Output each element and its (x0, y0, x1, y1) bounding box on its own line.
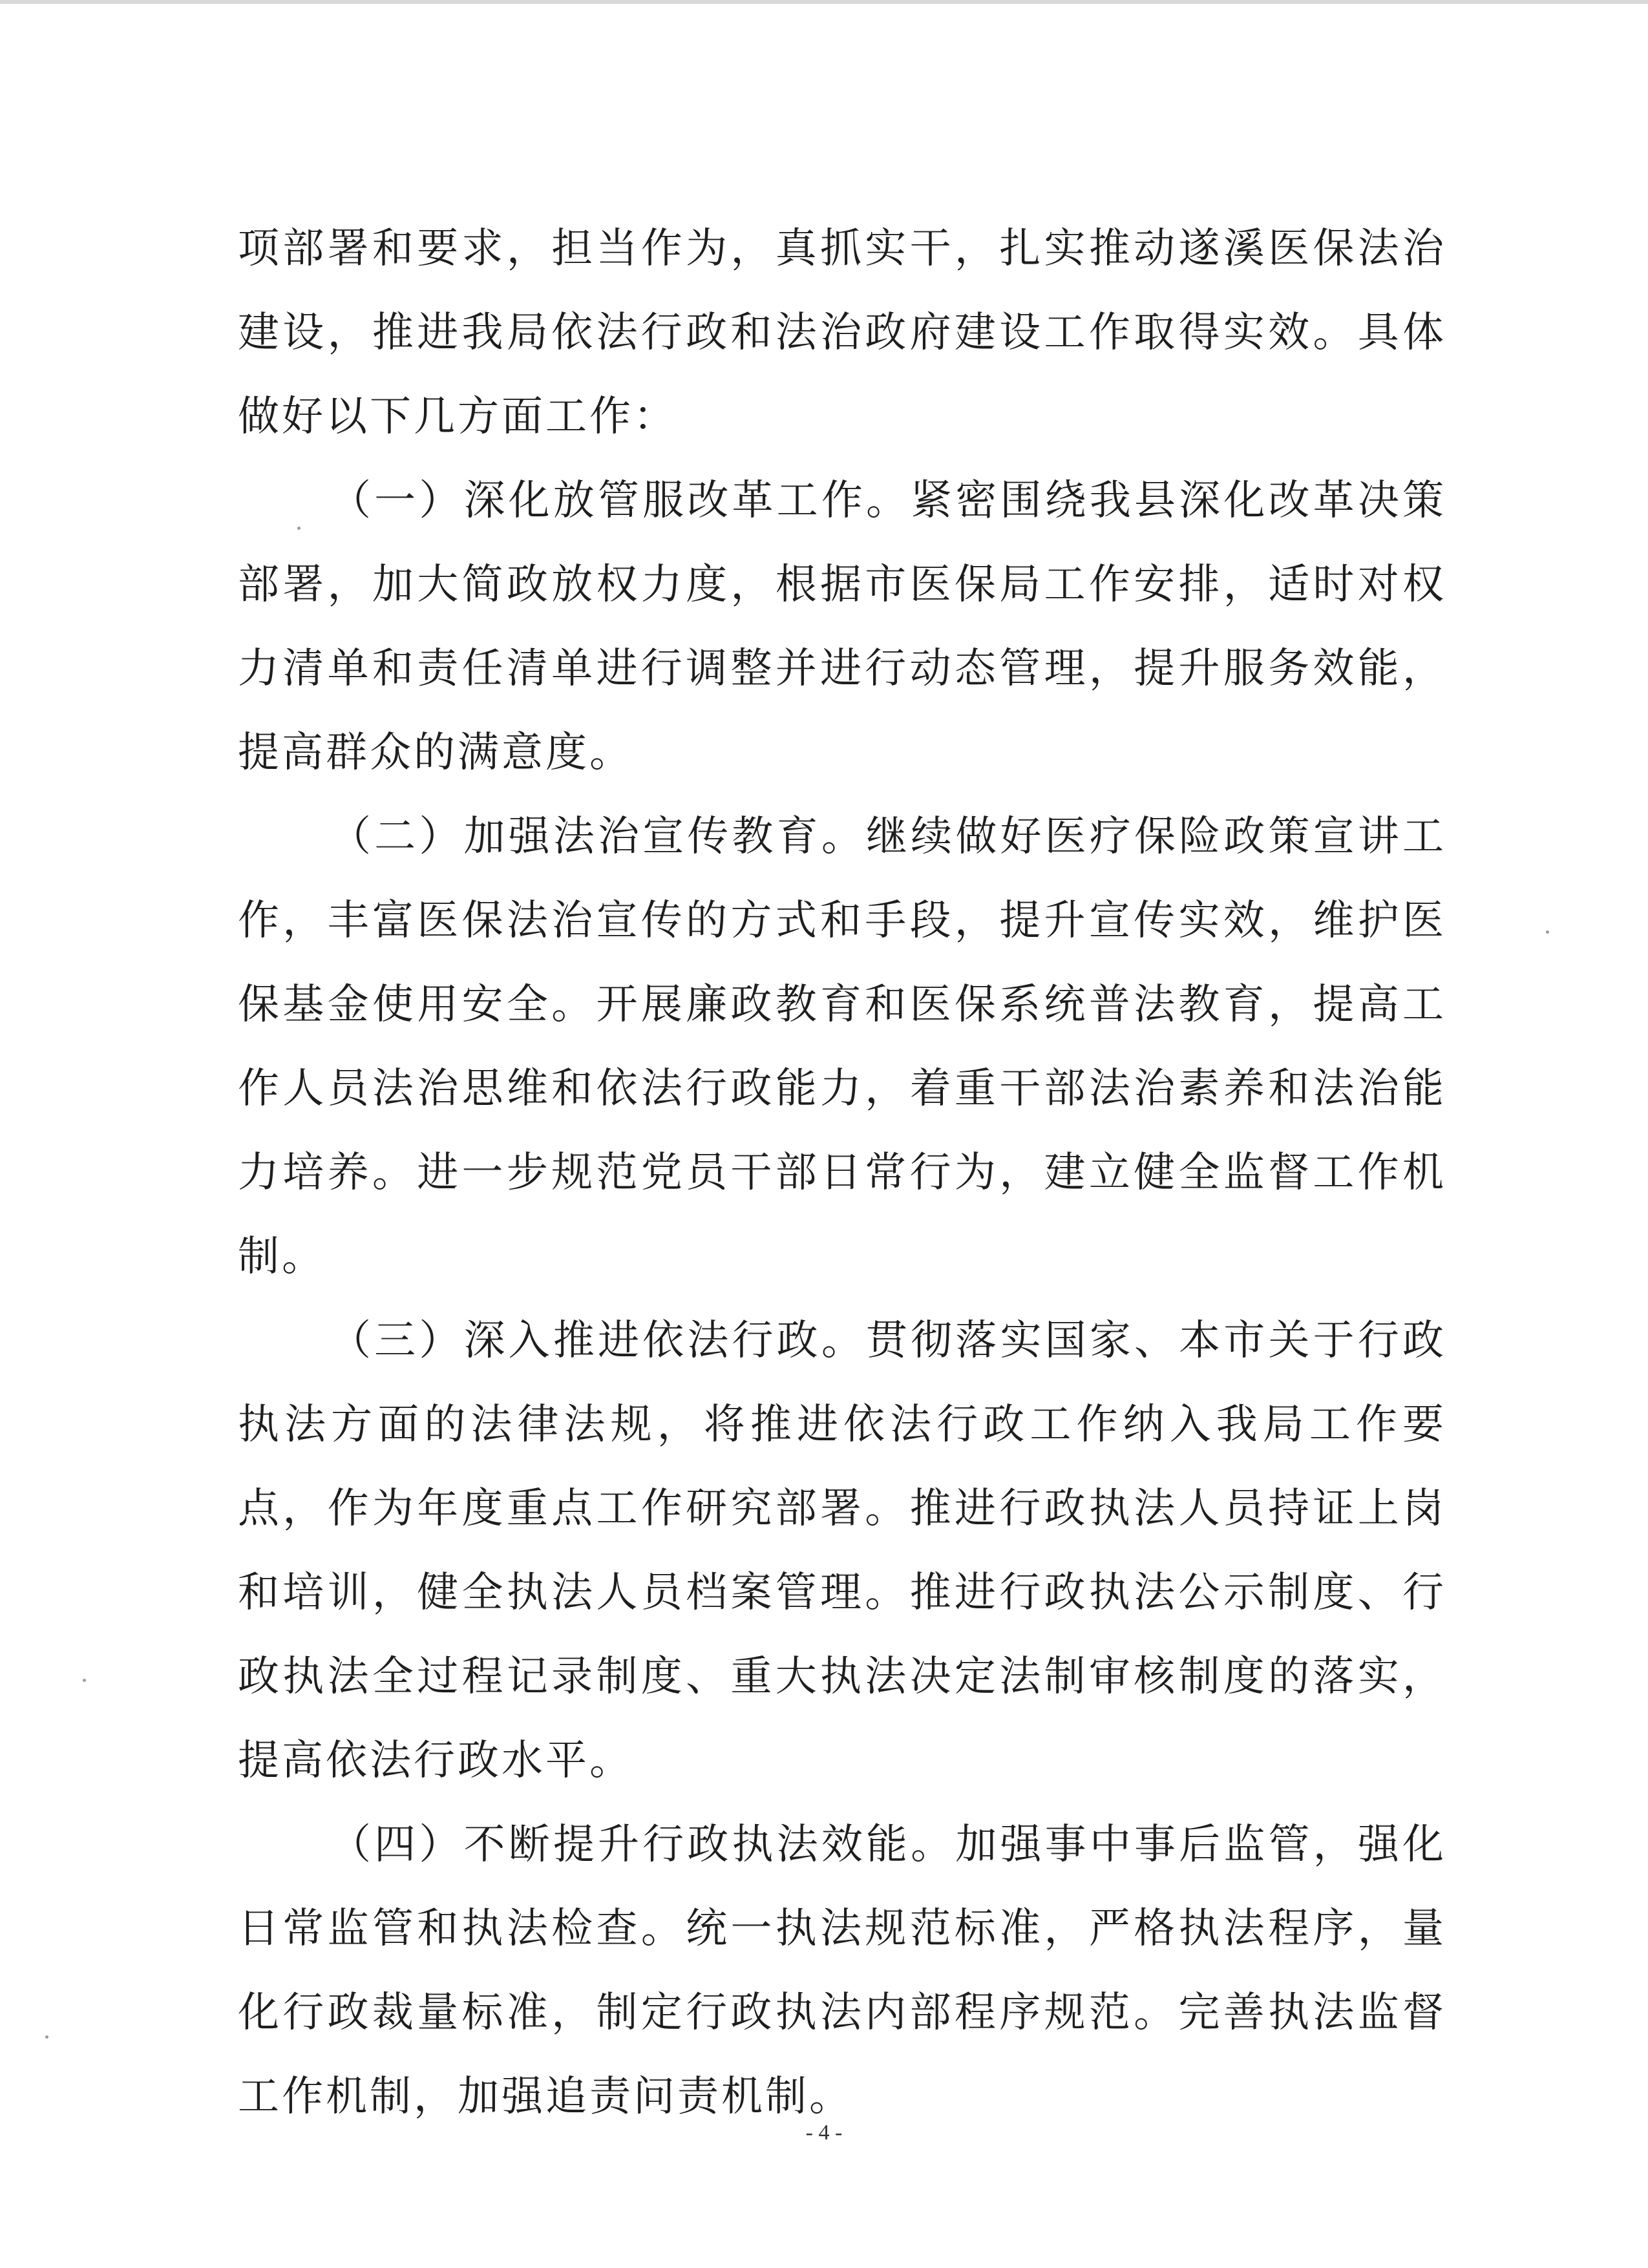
scan-speck (297, 527, 301, 530)
document-body (238, 207, 1446, 2139)
scan-speck (45, 2035, 48, 2039)
paragraph-section-2: （二）加强法治宣传教育。继续做好医疗保险政策宣讲工作，丰富医保法治宣传的方式和手段，提升宣传实效，维护医保基金使用安全。开展廉政教育和医保系统普法教育，提高工作人员法治思维和依法行政能力，着重干部法治素养和法治能力培养。进一步规范党员干部日常行为，建立健全监督工作机制。 (238, 813, 1446, 1281)
page-number: - 4 - (805, 2121, 843, 2145)
paragraph-section-3: （三）深入推进依法行政。贯彻落实国家、本市关于行政执法方面的法律法规，将推进依法行政工作纳入我局工作要点，作为年度重点工作研究部署。推进行政执法人员持证上岗和培训，健全执法人员档案管理。推进行政执法公示制度、行政执法全过程记录制度、重大执法决定法制审核制度的落实，提高依法行政水平。 (238, 1317, 1446, 1785)
paragraph-section-4: （四）不断提升行政执法效能。加强事中事后监管，强化日常监管和执法检查。统一执法规范标准，严格执法程序，量化行政裁量标准，制定行政执法内部程序规范。完善执法监督工作机制，加强追责问责机制。 (238, 1821, 1446, 2121)
paragraph-continuation: 项部署和要求，担当作为，真抓实干，扎实推动遂溪医保法治建设，推进我局依法行政和法治政府建设工作取得实效。具体做好以下几方面工作： (238, 225, 1446, 441)
scan-speck (1546, 930, 1549, 934)
scan-top-edge (0, 0, 1648, 4)
scan-speck (83, 1679, 86, 1682)
paragraph-section-1: （一）深化放管服改革工作。紧密围绕我县深化改革决策部署，加大简政放权力度，根据市医保局工作安排，适时对权力清单和责任清单进行调整并进行动态管理，提升服务效能，提高群众的满意度。 (238, 477, 1446, 777)
